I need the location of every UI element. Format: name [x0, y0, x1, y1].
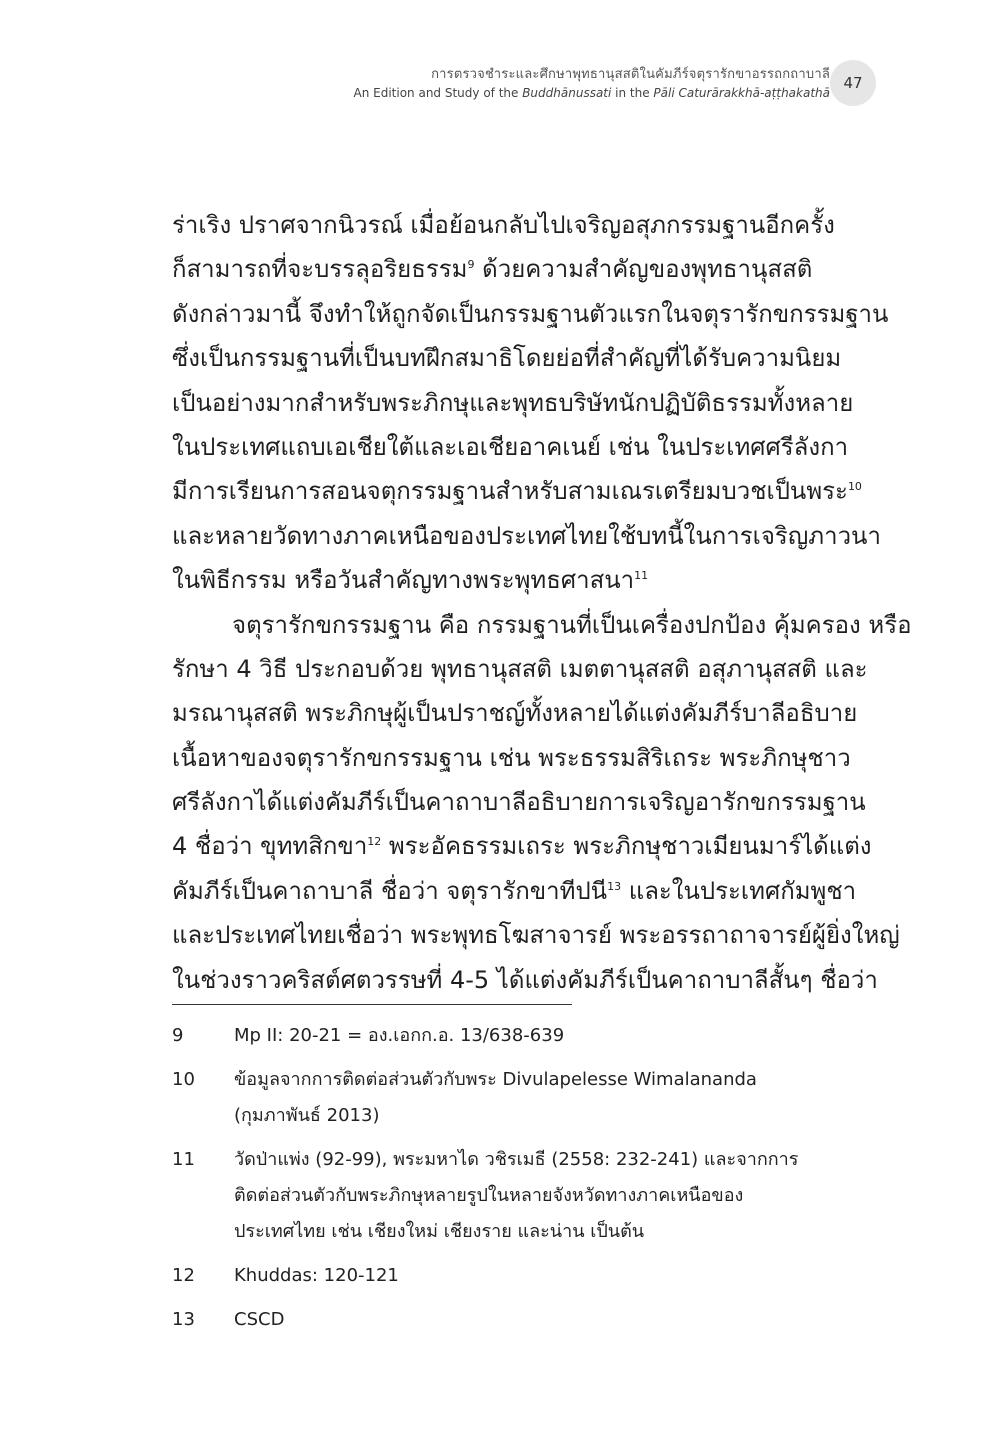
running-header [354, 66, 831, 102]
footnote-10 [172, 1062, 858, 1134]
body-line: มีการเรียนการสอนจตุกรรมฐานสำหรับสามเณรเตรียมบวชเป็นพระ$^{10}$ [172, 477, 862, 506]
body-line: จตุรารักขกรรมฐาน คือ กรรมฐานที่เป็นเครื่องปกป้อง คุ้มครอง หรือ [232, 610, 912, 639]
footnote-ref-9[interactable]: 9 [467, 258, 475, 272]
footnote-number: 13 [172, 1309, 195, 1330]
footnote-text: Mp II: 20-21 = อง.เอกก.อ. 13/638-639 [234, 1025, 565, 1046]
body-line: ในพิธีกรรม หรือวันสำคัญทางพระพุทธศาสนา$^{11}$ [172, 566, 649, 595]
body-line: ศรีลังกาได้แต่งคัมภีร์เป็นคาถาบาลีอธิบายการเจริญอารักขกรรมฐาน [172, 788, 866, 817]
footnote-number: 12 [172, 1265, 195, 1286]
header-en-italic-1: Buddhānussati [522, 86, 612, 100]
footnote-ref-11[interactable]: 11 [634, 569, 649, 583]
body-line: 4 ชื่อว่า ขุททสิกขา$^{12}$ พระอัคธรรมเถระ พระภิกษุชาวเมียนมาร์ได้แต่ง [172, 832, 872, 861]
footnote-ref-12[interactable]: 12 [367, 835, 382, 849]
footnote-text: วัดป่าแพ่ง (92-99), พระมหาได วชิรเมธี (2558: 232-241) และจากการ [234, 1149, 799, 1170]
body-line: เนื้อหาของจตุรารักขกรรมฐาน เช่น พระธรรมสิริเถระ พระภิกษุชาว [172, 743, 851, 772]
body-line: ในช่วงราวคริสต์ศตวรรษที่ 4-5 ได้แต่งคัมภีร์เป็นคาถาบาลีสั้นๆ ชื่อว่า [172, 965, 878, 994]
footnotes [172, 1018, 858, 1346]
footnote-13 [172, 1302, 858, 1338]
header-title-english [354, 84, 831, 102]
header-en-italic-2: Pāli Caturārakkhā-aṭṭhakathā [653, 86, 830, 100]
footnote-text: Khuddas: 120-121 [234, 1265, 399, 1286]
body-line: ซึ่งเป็นกรรมฐานที่เป็นบทฝึกสมาธิโดยย่อที่สำคัญที่ได้รับความนิยม [172, 344, 842, 373]
footnote-9 [172, 1018, 858, 1054]
body-line: ก็สามารถที่จะบรรลุอริยธรรม$^9$ ด้วยความสำคัญของพุทธานุสสติ [172, 255, 813, 284]
footnote-11 [172, 1142, 858, 1250]
body-line: มรณานุสสติ พระภิกษุผู้เป็นปราชญ์ทั้งหลายได้แต่งคัมภีร์บาลีอธิบาย [172, 699, 858, 728]
footnote-text: ประเทศไทย เช่น เชียงใหม่ เชียงราย และน่าน เป็นต้น [234, 1221, 645, 1242]
header-en-prefix: An Edition and Study of the [353, 86, 523, 100]
footnote-divider [172, 1004, 572, 1005]
footnote-text: (กุมภาพันธ์ 2013) [234, 1105, 380, 1126]
body-line: คัมภีร์เป็นคาถาบาลี ชื่อว่า จตุรารักขาทีปนี$^{13}$ และในประเทศกัมพูชา [172, 876, 857, 905]
header-title-thai: การตรวจชำระและศึกษาพุทธานุสสติในคัมภีร์จตุรารักขาอรรถกถาบาลี [431, 67, 830, 82]
footnote-12 [172, 1258, 858, 1294]
footnote-text: CSCD [234, 1309, 285, 1330]
footnote-text: ข้อมูลจากการติดต่อส่วนตัวกับพระ Divulapelesse Wimalananda [234, 1069, 757, 1090]
header-en-mid: in the [611, 86, 654, 100]
page-number: 47 [830, 60, 876, 106]
footnote-text: ติดต่อส่วนตัวกับพระภิกษุหลายรูปในหลายจังหวัดทางภาคเหนือของ [234, 1185, 744, 1206]
body-line: และหลายวัดทางภาคเหนือของประเทศไทยใช้บทนี้ในการเจริญภาวนา [172, 521, 881, 550]
footnote-number: 11 [172, 1149, 195, 1170]
footnote-ref-13[interactable]: 13 [607, 879, 622, 893]
body-line: ในประเทศแถบเอเชียใต้และเอเชียอาคเนย์ เช่น ในประเทศศรีลังกา [172, 432, 849, 461]
body-line: รักษา 4 วิธี ประกอบด้วย พุทธานุสสติ เมตตานุสสติ อสุภานุสสติ และ [172, 654, 868, 683]
footnote-number: 10 [172, 1069, 195, 1090]
body-line: และประเทศไทยเชื่อว่า พระพุทธโฆสาจารย์ พระอรรถาถาจารย์ผู้ยิ่งใหญ่ [172, 921, 900, 950]
body-line: ดังกล่าวมานี้ จึงทำให้ถูกจัดเป็นกรรมฐานตัวแรกในจตุรารักขกรรมฐาน [172, 299, 889, 328]
body-line: ร่าเริง ปราศจากนิวรณ์ เมื่อย้อนกลับไปเจริญอสุภกรรมฐานอีกครั้ง [172, 211, 835, 239]
footnote-number: 9 [172, 1025, 184, 1046]
main-text [172, 203, 912, 1002]
footnote-ref-10[interactable]: 10 [847, 480, 862, 494]
body-line: เป็นอย่างมากสำหรับพระภิกษุและพุทธบริษัทนักปฏิบัติธรรมทั้งหลาย [172, 388, 854, 417]
